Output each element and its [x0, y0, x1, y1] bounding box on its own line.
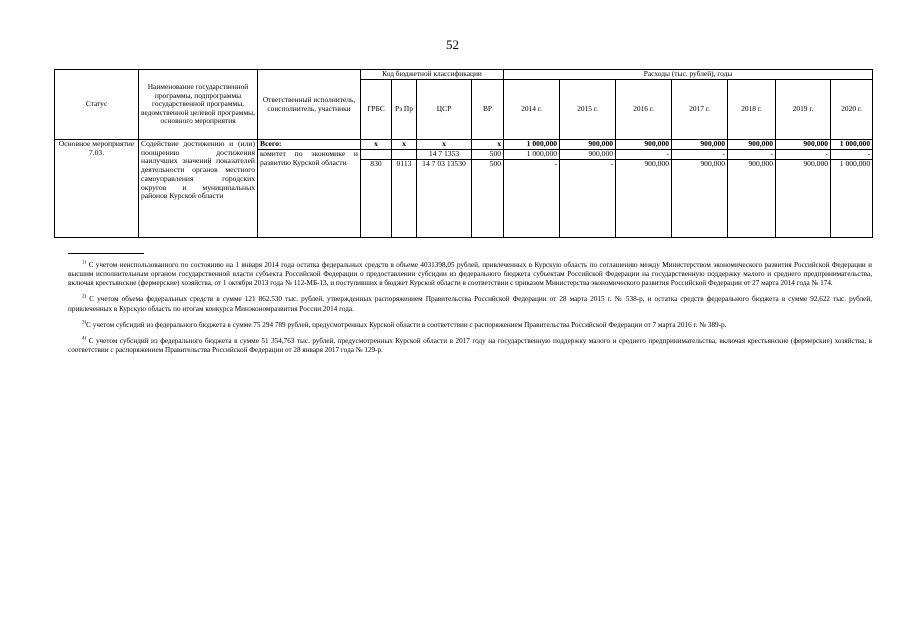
value-cell: 900,000 — [616, 160, 672, 238]
header-vr: ВР — [472, 80, 504, 140]
vr-cell: 500 — [472, 150, 504, 160]
vr-cell: х — [472, 140, 504, 150]
header-year: 2020 г. — [831, 80, 873, 140]
footnote — [68, 337, 872, 355]
footnote-text: С учетом субсидий из федерального бюджета в сумме 51 354,763 тыс. рублей, предусмотренных Курской области в 2017 году на государственную поддержку малого и среднего предпринимательства, включая крестьянские (фермерские) хозяйства, в соответствии с распоряжением Правительства Российской Федерации от 28 января 2017 года № 129-р. — [68, 336, 873, 354]
footnote-text: С учетом неиспользованного по состоянию на 1 января 2014 года остатка федеральных средств в объеме 4031398,05 рублей, привлеченных в Курскую область по соглашению между Министерством экономического развития Российской Федерации и высшим исполнительным органом государственной власти субъекта Российской Федерации о предоставлении субсидии из федерального бюджета субъектам Российской Федерации на государственную поддержку малого и среднего предпринимательства, включая крестьянские (фермерские) хозяйства, от 1 октября 2013 года № 112-МБ-13, и поступивших в бюджет Курской области в соответствии с приказом Министерства экономического развития Российской Федерации от 27 марта 2014 года № 174. — [68, 261, 873, 288]
rzpr-cell — [392, 150, 417, 160]
value-cell: - — [672, 150, 728, 160]
responsible-cell: Всего: — [258, 140, 361, 150]
value-cell: - — [504, 160, 560, 238]
value-cell: - — [560, 160, 616, 238]
budget-table — [54, 69, 873, 238]
rzpr-cell: х — [392, 140, 417, 150]
csr-cell: 14 7 03 13530 — [417, 160, 472, 238]
footnote — [68, 261, 872, 288]
grbs-cell: х — [361, 140, 392, 150]
footnote-separator — [68, 253, 144, 254]
footnote-mark: 3) — [82, 320, 87, 326]
header-csr: ЦСР — [417, 80, 472, 140]
value-cell: - — [616, 150, 672, 160]
header-name: Наименование государственной программы, подпрограммы государственной программы, ведомственной целевой программы, основного мероприятия — [139, 70, 258, 140]
csr-cell: х — [417, 140, 472, 150]
value-cell: 900,000 — [728, 140, 776, 150]
header-rzpr: Рз Пр — [392, 80, 417, 140]
vr-cell: 500 — [472, 160, 504, 238]
value-cell: 1 000,000 — [831, 160, 873, 238]
footnote-text: С учетом объема федеральных средств в сумме 121 862,530 тыс. рублей, утвержденных распоряжением Правительства Российской Федерации от 28 марта 2015 г. № 538-р, и остатка средств федерального бюджета в сумме 92,622 тыс. рублей, привлеченных в Курскую область по итогам конкурса Минэкономразвития России 2014 года. — [68, 295, 872, 313]
header-budget-code: Код бюджетной классификации — [361, 70, 504, 80]
page-number: 52 — [446, 37, 459, 52]
value-cell: 900,000 — [560, 150, 616, 160]
footnote — [68, 321, 872, 330]
header-grbs: ГРБС — [361, 80, 392, 140]
value-cell: - — [728, 150, 776, 160]
rzpr-cell: 0113 — [392, 160, 417, 238]
csr-cell: 14 7 1353 — [417, 150, 472, 160]
footnote-text: С учетом субсидий из федерального бюджета в сумме 75 294 789 рублей, предусмотренных Курской области в соответствии с распоряжением Правительства Российской Федерации от 7 марта 2016 г. № 389-р. — [86, 320, 727, 329]
footnotes — [68, 261, 872, 362]
header-status: Статус — [55, 70, 139, 140]
value-cell: 1 000,000 — [504, 150, 560, 160]
footnote-mark: 2) — [82, 295, 87, 301]
header-year: 2014 г. — [504, 80, 560, 140]
header-year: 2016 г. — [616, 80, 672, 140]
footnote-mark: 1) — [82, 260, 87, 266]
header-year: 2017 г. — [672, 80, 728, 140]
header-expenses: Расходы (тыс. рублей), годы — [504, 70, 873, 80]
status-cell: Основное мероприятие 7.03. — [55, 140, 139, 238]
value-cell: 900,000 — [672, 160, 728, 238]
value-cell: 900,000 — [776, 140, 831, 150]
value-cell: - — [776, 150, 831, 160]
value-cell: 900,000 — [728, 160, 776, 238]
value-cell: 900,000 — [672, 140, 728, 150]
footnote-mark: 4) — [82, 336, 87, 342]
value-cell: 900,000 — [776, 160, 831, 238]
measure-name-cell: Содействие достижению и (или) поощрению достижения наилучших значений показателей деятельности органов местного самоуправления городских округов и муниципальных районов Курской области — [139, 140, 258, 238]
responsible-cell: комитет по экономике и развитию Курской области — [258, 150, 361, 238]
header-responsible: Ответственный исполнитель, соисполнитель, участники — [258, 70, 361, 140]
value-cell: 900,000 — [616, 140, 672, 150]
footnote — [68, 295, 872, 313]
value-cell: 1 000,000 — [504, 140, 560, 150]
grbs-cell — [361, 150, 392, 160]
header-year: 2018 г. — [728, 80, 776, 140]
value-cell: 1 000,000 — [831, 140, 873, 150]
value-cell: - — [831, 150, 873, 160]
header-year: 2015 г. — [560, 80, 616, 140]
header-year: 2019 г. — [776, 80, 831, 140]
table-row — [55, 140, 873, 150]
grbs-cell: 830 — [361, 160, 392, 238]
value-cell: 900,000 — [560, 140, 616, 150]
